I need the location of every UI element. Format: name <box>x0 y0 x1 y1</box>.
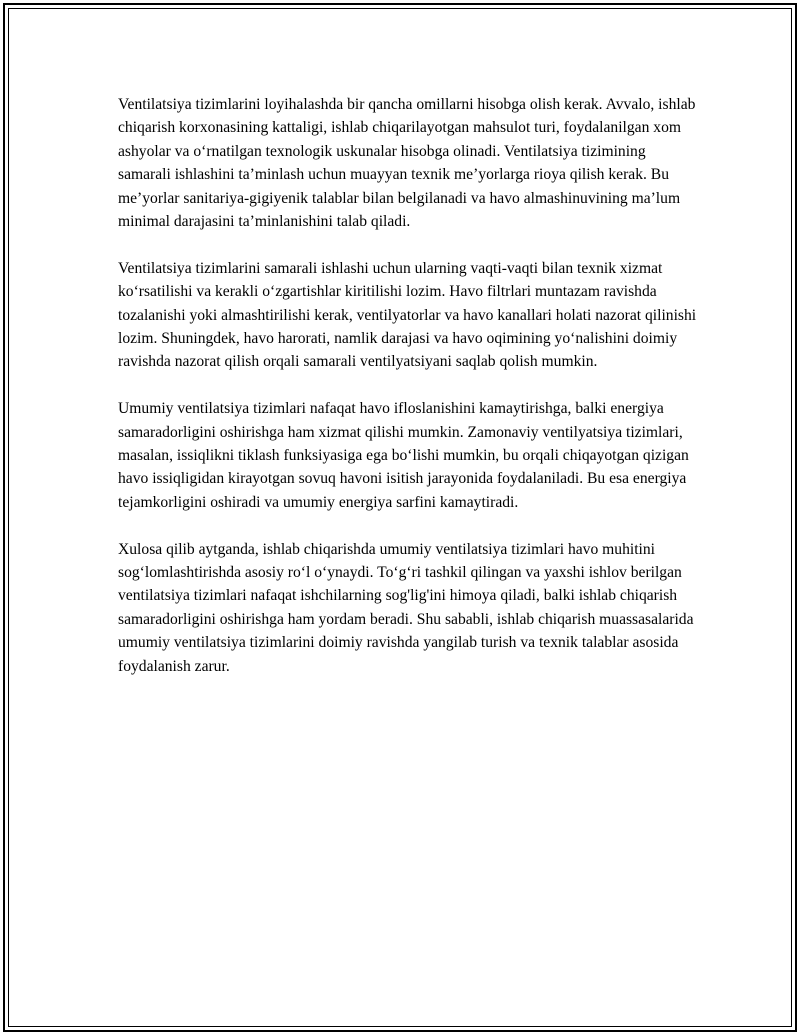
paragraph-1: Ventilatsiya tizimlarini loyihalashda bir qancha omillarni hisobga olish kerak. Avvalo, ishlab chiqarish korxonasining kattaligi, ishlab chiqarilayotgan mahsulot turi, foydalanilgan xom ashyolar va o‘rnatilgan texnologik uskunalar hisobga olinadi. Ventilatsiya tizimining samarali ishlashini ta’minlash uchun muayyan texnik me’yorlarga rioya qilish kerak. Bu me’yorlar sanitariya-gigiyenik talablar bilan belgilanadi va havo almashinuvining ma’lum minimal darajasini ta’minlanishini talab qiladi. <box>118 96 696 231</box>
paragraph-4: Xulosa qilib aytganda, ishlab chiqarishda umumiy ventilatsiya tizimlari havo muhitini sog‘lomlashtirishda asosiy ro‘l o‘ynaydi. To‘g‘ri tashkil qilingan va yaxshi ishlov berilgan ventilatsiya tizimlari nafaqat ishchilarning sog'lig'ini himoya qiladi, balki ishlab chiqarish samaradorligini oshirishga ham yordam beradi. Shu sababli, ishlab chiqarish muassasalarida umumiy ventilatsiya tizimlarini doimiy ravishda yangilab turish va texnik talablar asosida foydalanish zarur. <box>118 540 694 675</box>
document-body <box>118 93 698 678</box>
paragraph-3: Umumiy ventilatsiya tizimlari nafaqat havo ifloslanishini kamaytirishga, balki energiya samaradorligini oshirishga ham xizmat qilishi mumkin. Zamonaviy ventilyatsiya tizimlari, masalan, issiqlikni tiklash funksiyasiga ega bo‘lishi mumkin, bu orqali chiqayotgan qizigan havo issiqligidan kirayotgan sovuq havoni isitish jarayonida foydalaniladi. Bu esa energiya tejamkorligini oshiradi va umumiy energiya sarfini kamaytiradi. <box>118 400 689 511</box>
paragraph-2: Ventilatsiya tizimlarini samarali ishlashi uchun ularning vaqti-vaqti bilan texnik xizmat ko‘rsatilishi va kerakli o‘zgartishlar kiritilishi lozim. Havo filtrlari muntazam ravishda tozalanishi yoki almashtirilishi kerak, ventilyatorlar va havo kanallari holati nazorat qilinishi lozim. Shuningdek, havo harorati, namlik darajasi va havo oqimining yo‘nalishini doimiy ravishda nazorat qilish orqali samarali ventilyatsiyani saqlab qolish mumkin. <box>118 259 697 371</box>
